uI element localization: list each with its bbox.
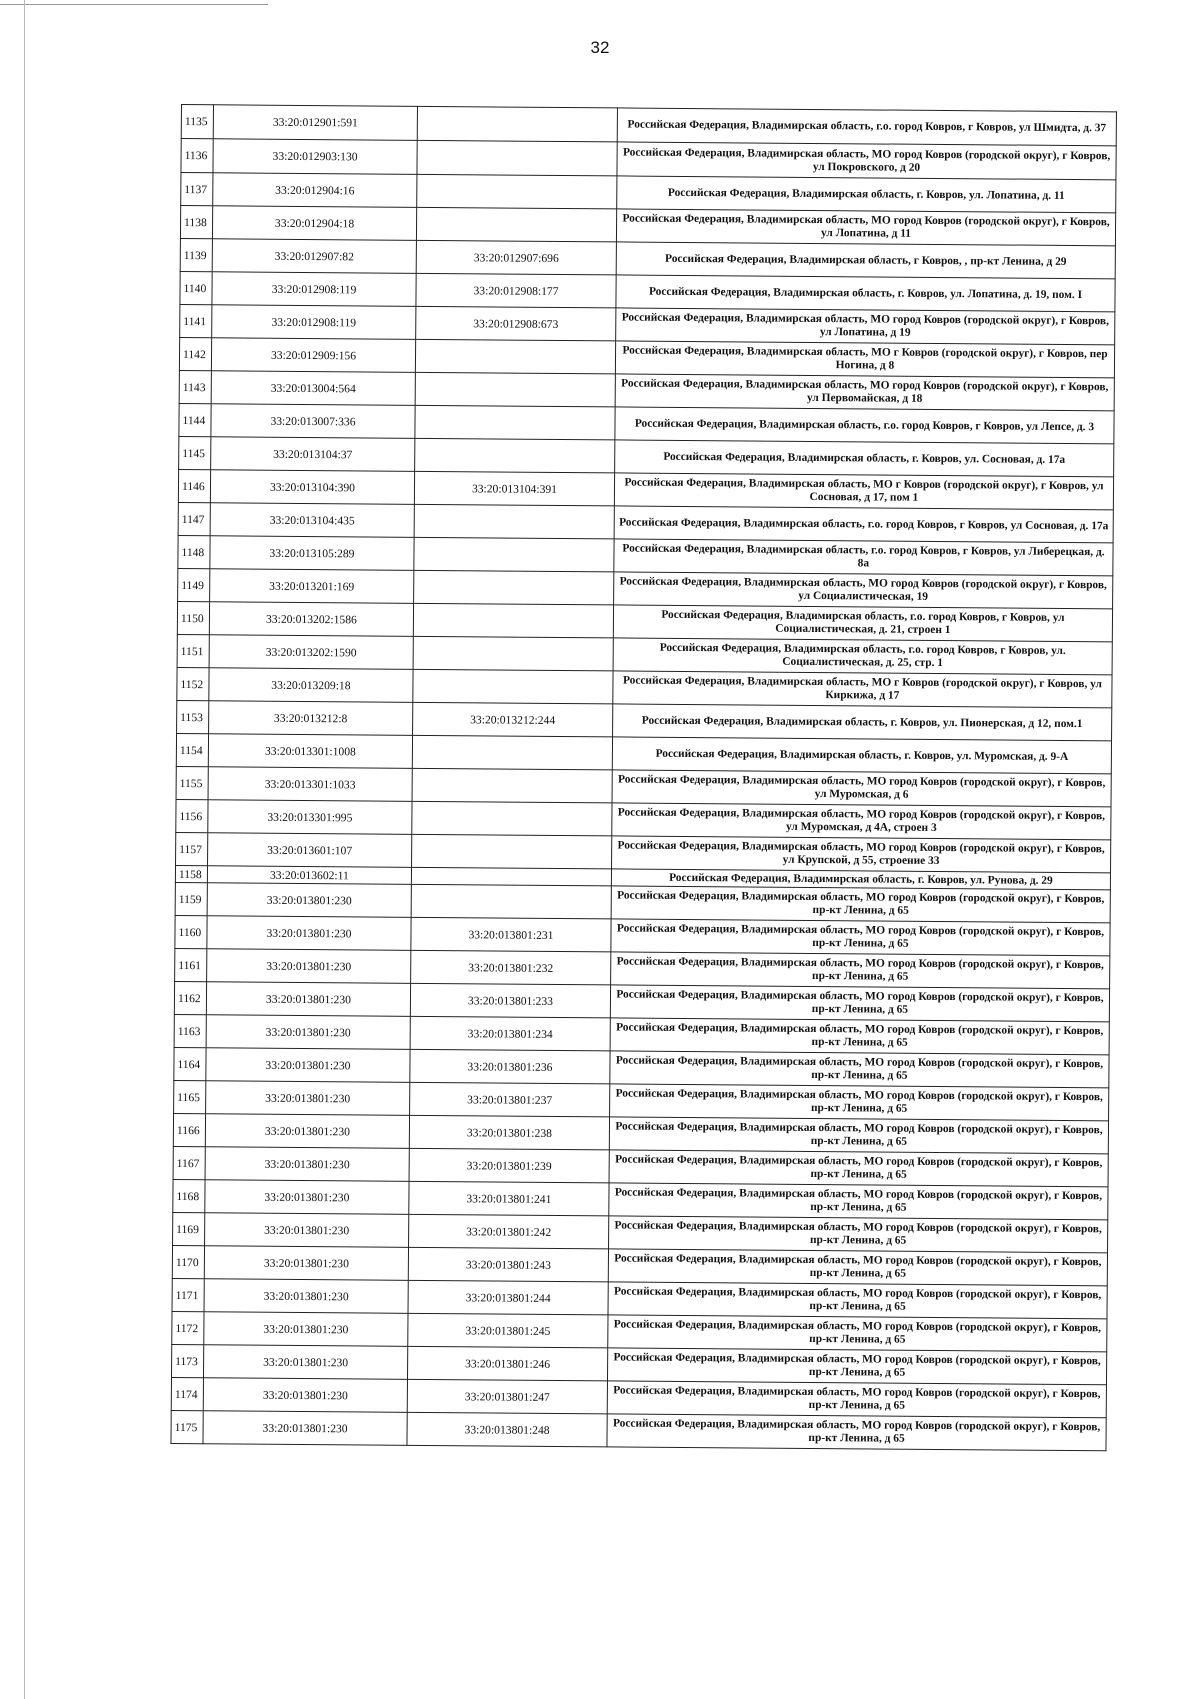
cadastral-number: 33:20:013007:336 bbox=[211, 404, 415, 439]
row-number: 1152 bbox=[177, 667, 209, 700]
sub-cadastral-number bbox=[417, 140, 617, 176]
cadastral-number: 33:20:013104:37 bbox=[211, 437, 415, 472]
row-number: 1168 bbox=[173, 1179, 205, 1212]
scan-left-edge bbox=[24, 0, 25, 1699]
cadastral-number: 33:20:013212:8 bbox=[209, 701, 413, 736]
sub-cadastral-number bbox=[417, 106, 617, 142]
object-address: Российская Федерация, Владимирская область, МО город Ковров (городской округ), г Ковров, пр-кт Ленина, д 65 bbox=[609, 1117, 1108, 1154]
row-number: 1163 bbox=[174, 1014, 206, 1047]
row-number: 1171 bbox=[172, 1278, 204, 1311]
sub-cadastral-number: 33:20:012907:696 bbox=[416, 240, 616, 275]
sub-cadastral-number: 33:20:013801:245 bbox=[408, 1313, 608, 1348]
row-number: 1170 bbox=[172, 1245, 204, 1278]
cadastral-number: 33:20:013601:107 bbox=[208, 833, 412, 868]
sub-cadastral-number bbox=[413, 669, 613, 704]
sub-cadastral-number bbox=[412, 801, 612, 836]
sub-cadastral-number bbox=[413, 636, 613, 671]
object-address: Российская Федерация, Владимирская область, МО г Ковров (городской округ), г Ковров, ул Сосновая, д 17, пом 1 bbox=[614, 473, 1113, 510]
cadastral-number: 33:20:013801:230 bbox=[203, 1345, 407, 1380]
row-number: 1158 bbox=[175, 865, 207, 882]
sub-cadastral-number: 33:20:013801:239 bbox=[409, 1148, 609, 1183]
cadastral-number: 33:20:013301:1008 bbox=[208, 734, 412, 769]
object-address: Российская Федерация, Владимирская область, г.о. город Ковров, г Ковров, ул Сосновая, д. 17а bbox=[614, 506, 1113, 543]
object-address: Российская Федерация, Владимирская область, МО г Ковров (городской округ), г Ковров, пер Ногина, д 8 bbox=[615, 341, 1114, 378]
object-address: Российская Федерация, Владимирская область, г Ковров, , пр-кт Ленина, д 29 bbox=[616, 242, 1115, 279]
cadastral-number: 33:20:013301:1033 bbox=[208, 767, 412, 802]
row-number: 1141 bbox=[180, 304, 212, 337]
cadastral-number: 33:20:013801:230 bbox=[206, 982, 410, 1017]
sub-cadastral-number bbox=[415, 405, 615, 440]
object-address: Российская Федерация, Владимирская область, МО город Ковров (городской округ), г Ковров, пр-кт Ленина, д 65 bbox=[608, 1282, 1107, 1319]
sub-cadastral-number: 33:20:013801:248 bbox=[407, 1412, 607, 1447]
cadastral-number: 33:20:013301:995 bbox=[208, 800, 412, 835]
sub-cadastral-number bbox=[414, 504, 614, 539]
object-address: Российская Федерация, Владимирская область, МО город Ковров (городской округ), г Ковров, пр-кт Ленина, д 65 bbox=[610, 1084, 1109, 1121]
object-address: Российская Федерация, Владимирская область, МО город Ковров (городской округ), г Ковров, пр-кт Ленина, д 65 bbox=[610, 1018, 1109, 1055]
row-number: 1159 bbox=[175, 882, 207, 915]
row-number: 1162 bbox=[174, 981, 206, 1014]
object-address: Российская Федерация, Владимирская область, МО город Ковров (городской округ), г Ковров, пр-кт Ленина, д 65 bbox=[608, 1315, 1107, 1352]
sub-cadastral-number: 33:20:013801:236 bbox=[410, 1049, 610, 1084]
cadastral-number: 33:20:012904:16 bbox=[213, 173, 417, 208]
row-number: 1153 bbox=[177, 700, 209, 733]
row-number: 1143 bbox=[179, 370, 211, 403]
row-number: 1142 bbox=[179, 337, 211, 370]
sub-cadastral-number bbox=[413, 603, 613, 638]
sub-cadastral-number: 33:20:013801:238 bbox=[409, 1115, 609, 1150]
cadastral-number: 33:20:013801:230 bbox=[204, 1312, 408, 1347]
object-address: Российская Федерация, Владимирская область, МО город Ковров (городской округ), г Ковров, пр-кт Ленина, д 65 bbox=[611, 919, 1110, 956]
cadastral-number: 33:20:013801:230 bbox=[205, 1180, 409, 1215]
cadastral-number: 33:20:013104:435 bbox=[210, 503, 414, 538]
object-address: Российская Федерация, Владимирская область, г. Ковров, ул. Лопатина, д. 19, пом. I bbox=[616, 275, 1115, 312]
cadastral-number: 33:20:013801:230 bbox=[204, 1279, 408, 1314]
row-number: 1144 bbox=[179, 403, 211, 436]
row-number: 1156 bbox=[176, 799, 208, 832]
sub-cadastral-number: 33:20:013801:241 bbox=[409, 1181, 609, 1216]
row-number: 1173 bbox=[171, 1344, 203, 1377]
sub-cadastral-number: 33:20:013104:391 bbox=[414, 471, 614, 506]
sub-cadastral-number bbox=[411, 884, 611, 919]
cadastral-number: 33:20:012901:591 bbox=[213, 105, 417, 141]
property-registry-table bbox=[170, 104, 1116, 1451]
sub-cadastral-number bbox=[417, 174, 617, 209]
sub-cadastral-number: 33:20:013801:231 bbox=[411, 917, 611, 952]
row-number: 1160 bbox=[175, 915, 207, 948]
row-number: 1165 bbox=[174, 1080, 206, 1113]
object-address: Российская Федерация, Владимирская область, г. Ковров, ул. Лопатина, д. 11 bbox=[617, 176, 1116, 213]
row-number: 1157 bbox=[176, 832, 208, 865]
object-address: Российская Федерация, Владимирская область, МО город Ковров (городской округ), г Ковров, ул Лопатина, д 11 bbox=[616, 209, 1115, 246]
sub-cadastral-number: 33:20:013801:234 bbox=[410, 1016, 610, 1051]
object-address: Российская Федерация, Владимирская область, г. Ковров, ул. Рунова, д. 29 bbox=[611, 869, 1110, 890]
sub-cadastral-number: 33:20:013801:232 bbox=[411, 950, 611, 985]
row-number: 1166 bbox=[173, 1113, 205, 1146]
sub-cadastral-number bbox=[412, 768, 612, 803]
object-address: Российская Федерация, Владимирская область, МО город Ковров (городской округ), г Ковров, пр-кт Ленина, д 65 bbox=[611, 886, 1110, 923]
row-number: 1137 bbox=[181, 173, 213, 206]
sub-cadastral-number: 33:20:013801:243 bbox=[408, 1247, 608, 1282]
sub-cadastral-number: 33:20:013801:247 bbox=[407, 1379, 607, 1414]
object-address: Российская Федерация, Владимирская область, г. Ковров, ул. Сосновая, д. 17а bbox=[615, 440, 1114, 477]
cadastral-number: 33:20:013801:230 bbox=[205, 1147, 409, 1182]
cadastral-number: 33:20:013201:169 bbox=[210, 569, 414, 604]
sub-cadastral-number: 33:20:012908:673 bbox=[416, 306, 616, 341]
cadastral-number: 33:20:012903:130 bbox=[213, 139, 417, 175]
cadastral-number: 33:20:013202:1590 bbox=[209, 635, 413, 670]
cadastral-number: 33:20:013801:230 bbox=[205, 1114, 409, 1149]
sub-cadastral-number bbox=[414, 537, 614, 572]
cadastral-number: 33:20:013801:230 bbox=[206, 1015, 410, 1050]
sub-cadastral-number bbox=[414, 570, 614, 605]
object-address: Российская Федерация, Владимирская область, МО город Ковров (городской округ), г Ковров, ул Социалистическая, 19 bbox=[614, 572, 1113, 609]
row-number: 1140 bbox=[180, 271, 212, 304]
object-address: Российская Федерация, Владимирская область, МО город Ковров (городской округ), г Ковров, ул Муромская, д 4А, строен 3 bbox=[612, 803, 1111, 840]
cadastral-number: 33:20:012907:82 bbox=[212, 239, 416, 274]
cadastral-number: 33:20:013801:230 bbox=[204, 1246, 408, 1281]
cadastral-number: 33:20:013209:18 bbox=[209, 668, 413, 703]
object-address: Российская Федерация, Владимирская область, г.о. город Ковров, г Ковров, ул Лепсе, д. 3 bbox=[615, 407, 1114, 444]
cadastral-number: 33:20:013801:230 bbox=[206, 1081, 410, 1116]
sub-cadastral-number: 33:20:013801:246 bbox=[407, 1346, 607, 1381]
row-number: 1174 bbox=[171, 1377, 203, 1410]
cadastral-number: 33:20:013602:11 bbox=[207, 866, 411, 885]
object-address: Российская Федерация, Владимирская область, МО город Ковров (городской округ), г Ковров, ул Первомайская, д 18 bbox=[615, 374, 1114, 411]
object-address: Российская Федерация, Владимирская область, МО город Ковров (городской округ), г Ковров, пр-кт Ленина, д 65 bbox=[608, 1249, 1107, 1286]
sub-cadastral-number bbox=[412, 834, 612, 869]
row-number: 1167 bbox=[173, 1146, 205, 1179]
sub-cadastral-number bbox=[412, 735, 612, 770]
sub-cadastral-number: 33:20:013801:237 bbox=[410, 1082, 610, 1117]
object-address: Российская Федерация, Владимирская область, г.о. город Ковров, г Ковров, ул Либерецкая, д. 8а bbox=[614, 539, 1113, 576]
object-address: Российская Федерация, Владимирская область, МО город Ковров (городской округ), г Ковров, пр-кт Ленина, д 65 bbox=[609, 1183, 1108, 1220]
row-number: 1151 bbox=[177, 634, 209, 667]
cadastral-number: 33:20:013202:1586 bbox=[209, 602, 413, 637]
cadastral-number: 33:20:013801:230 bbox=[206, 1048, 410, 1083]
sub-cadastral-number: 33:20:013212:244 bbox=[413, 702, 613, 737]
object-address: Российская Федерация, Владимирская область, г.о. город Ковров, г Ковров, ул. Социалистическая, д. 25, стр. 1 bbox=[613, 638, 1112, 675]
cadastral-number: 33:20:012908:119 bbox=[212, 272, 416, 307]
object-address: Российская Федерация, Владимирская область, МО город Ковров (городской округ), г Ковров, пр-кт Ленина, д 65 bbox=[610, 1051, 1109, 1088]
object-address: Российская Федерация, Владимирская область, МО город Ковров (городской округ), г Ковров, ул Лопатина, д 19 bbox=[616, 308, 1115, 345]
row-number: 1146 bbox=[178, 469, 210, 502]
cadastral-number: 33:20:013801:230 bbox=[207, 883, 411, 918]
cadastral-number: 33:20:013104:390 bbox=[210, 470, 414, 505]
object-address: Российская Федерация, Владимирская область, МО город Ковров (городской округ), г Ковров, пр-кт Ленина, д 65 bbox=[607, 1381, 1106, 1418]
sub-cadastral-number: 33:20:012908:177 bbox=[416, 273, 616, 308]
sub-cadastral-number bbox=[415, 372, 615, 407]
object-address: Российская Федерация, Владимирская область, г. Ковров, ул. Муромская, д. 9-А bbox=[612, 737, 1111, 774]
object-address: Российская Федерация, Владимирская область, МО город Ковров (городской округ), г Ковров, ул Муромская, д 6 bbox=[612, 770, 1111, 807]
row-number: 1145 bbox=[179, 436, 211, 469]
row-number: 1147 bbox=[178, 502, 210, 535]
object-address: Российская Федерация, Владимирская область, МО город Ковров (городской округ), г Ковров, ул Покровского, д 20 bbox=[617, 142, 1116, 180]
scan-top-rule bbox=[0, 4, 268, 5]
object-address: Российская Федерация, Владимирская область, г.о. город Ковров, г Ковров, ул Шмидта, д. 37 bbox=[617, 108, 1116, 146]
row-number: 1172 bbox=[172, 1311, 204, 1344]
object-address: Российская Федерация, Владимирская область, МО город Ковров (городской округ), г Ковров, пр-кт Ленина, д 65 bbox=[611, 952, 1110, 989]
row-number: 1138 bbox=[180, 206, 212, 239]
cadastral-number: 33:20:012904:18 bbox=[212, 206, 416, 241]
row-number: 1136 bbox=[181, 139, 213, 173]
row-number: 1148 bbox=[178, 535, 210, 568]
row-number: 1150 bbox=[177, 601, 209, 634]
object-address: Российская Федерация, Владимирская область, МО город Ковров (городской округ), г Ковров, пр-кт Ленина, д 65 bbox=[607, 1348, 1106, 1385]
row-number: 1161 bbox=[175, 948, 207, 981]
cadastral-number: 33:20:012909:156 bbox=[211, 338, 415, 373]
cadastral-number: 33:20:013801:230 bbox=[203, 1411, 407, 1446]
sub-cadastral-number: 33:20:013801:244 bbox=[408, 1280, 608, 1315]
object-address: Российская Федерация, Владимирская область, г. Ковров, ул. Пионерская, д 12, пом.1 bbox=[613, 704, 1112, 741]
cadastral-number: 33:20:013801:230 bbox=[207, 916, 411, 951]
row-number: 1164 bbox=[174, 1047, 206, 1080]
object-address: Российская Федерация, Владимирская область, г.о. город Ковров, г Ковров, ул Социалистическая, д. 21, строен 1 bbox=[613, 605, 1112, 642]
object-address: Российская Федерация, Владимирская область, МО г Ковров (городской округ), г Ковров, ул Киркижа, д 17 bbox=[613, 671, 1112, 708]
cadastral-number: 33:20:013801:230 bbox=[205, 1213, 409, 1248]
cadastral-number: 33:20:013004:564 bbox=[211, 371, 415, 406]
object-address: Российская Федерация, Владимирская область, МО город Ковров (городской округ), г Ковров, пр-кт Ленина, д 65 bbox=[607, 1414, 1106, 1451]
row-number: 1175 bbox=[171, 1410, 203, 1443]
row-number: 1154 bbox=[176, 733, 208, 766]
sub-cadastral-number bbox=[415, 339, 615, 374]
row-number: 1135 bbox=[181, 105, 213, 139]
object-address: Российская Федерация, Владимирская область, МО город Ковров (городской округ), г Ковров, пр-кт Ленина, д 65 bbox=[610, 985, 1109, 1022]
cadastral-number: 33:20:013801:230 bbox=[207, 949, 411, 984]
row-number: 1169 bbox=[173, 1212, 205, 1245]
row-number: 1149 bbox=[178, 568, 210, 601]
registry-table-body bbox=[171, 105, 1116, 1451]
sub-cadastral-number bbox=[416, 207, 616, 242]
cadastral-number: 33:20:012908:119 bbox=[212, 305, 416, 340]
object-address: Российская Федерация, Владимирская область, МО город Ковров (городской округ), г Ковров, пр-кт Ленина, д 65 bbox=[609, 1150, 1108, 1187]
page-number: 32 bbox=[590, 38, 610, 57]
table-row bbox=[171, 1410, 1106, 1450]
sub-cadastral-number: 33:20:013801:242 bbox=[409, 1214, 609, 1249]
sub-cadastral-number: 33:20:013801:233 bbox=[410, 983, 610, 1018]
sub-cadastral-number bbox=[415, 438, 615, 473]
cadastral-number: 33:20:013801:230 bbox=[203, 1378, 407, 1413]
sub-cadastral-number bbox=[411, 867, 611, 886]
object-address: Российская Федерация, Владимирская область, МО город Ковров (городской округ), г Ковров, пр-кт Ленина, д 65 bbox=[609, 1216, 1108, 1253]
row-number: 1139 bbox=[180, 238, 212, 271]
row-number: 1155 bbox=[176, 766, 208, 799]
cadastral-number: 33:20:013105:289 bbox=[210, 536, 414, 571]
object-address: Российская Федерация, Владимирская область, МО город Ковров (городской округ), г Ковров, ул Крупской, д 55, строение 33 bbox=[612, 836, 1111, 873]
